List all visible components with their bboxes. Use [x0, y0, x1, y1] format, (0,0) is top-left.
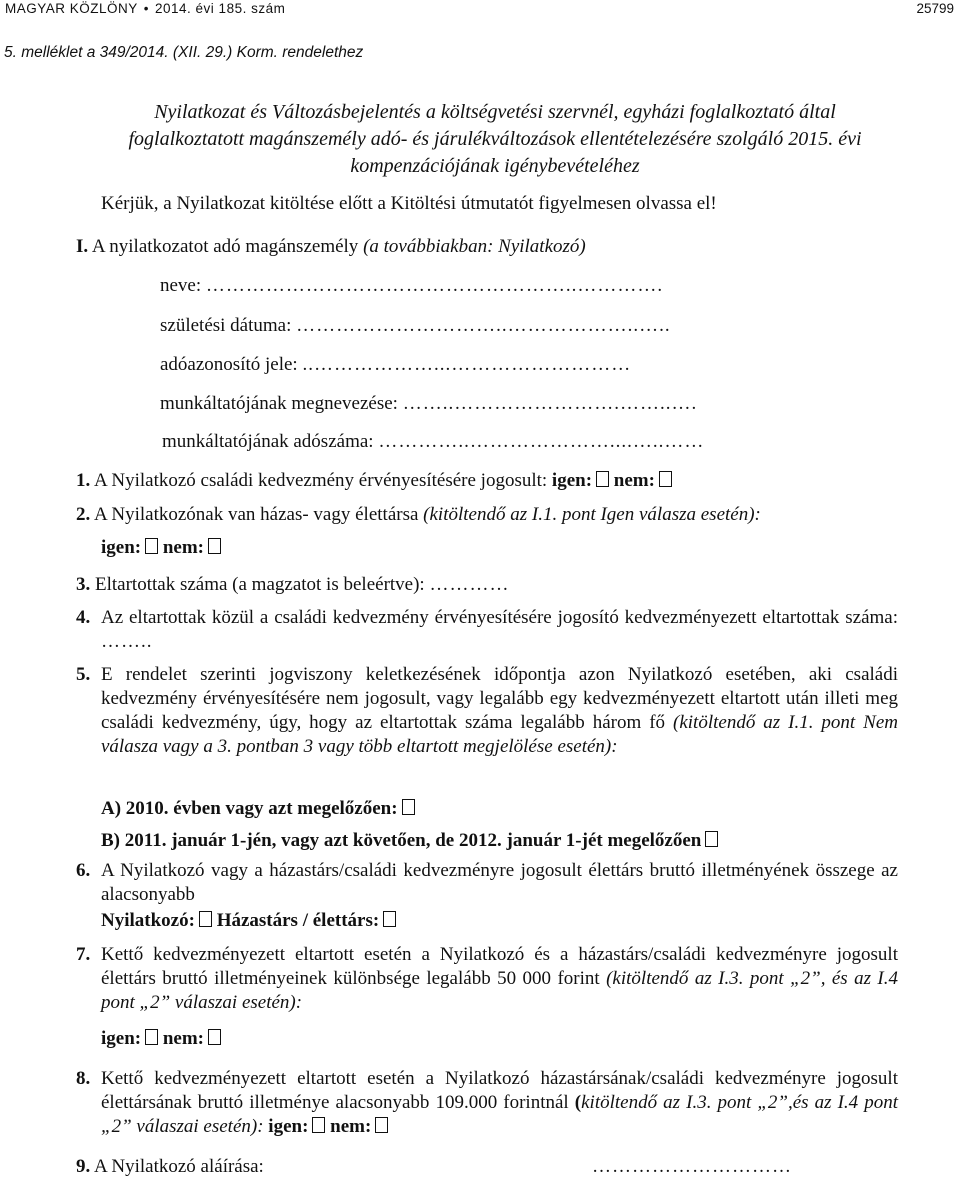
employer-name-dots[interactable]: ……..…………………….……..…. [402, 393, 698, 414]
question-6-text: A Nyilatkozó vagy a házastárs/családi kedvezményre jogosult élettárs bruttó illetményének összege az alacsonyabb [101, 860, 898, 905]
no-checkbox[interactable] [208, 538, 221, 554]
option-a-checkbox[interactable] [402, 799, 415, 815]
name-dots[interactable]: ………………………………………………..…………. [205, 275, 664, 296]
birth-date-dots[interactable]: …………………………..………………..….. [296, 315, 671, 336]
declarant-checkbox[interactable] [199, 911, 212, 927]
question-2-note: (kitöltendő az I.1. pont Igen válasza esetén): [423, 504, 761, 525]
question-5-option-b [101, 829, 718, 853]
question-1-text: A Nyilatkozó családi kedvezmény érvényesítésére jogosult: [93, 470, 548, 491]
question-2-number: 2. [76, 504, 91, 525]
section-italic-note: (a továbbiakban: Nyilatkozó) [363, 236, 586, 257]
yes-label: igen: [268, 1116, 309, 1137]
signature-label: A Nyilatkozó aláírása: [93, 1156, 264, 1177]
no-label: nem: [162, 1028, 205, 1049]
question-5-text: E rendelet szerinti jogviszony keletkezésének időpontja azon Nyilatkozó esetében, aki családi kedvezmény érvényesítésére nem jogosult, vagy legalább egy kedvezményezett eltartott után illeti meg családi kedvezmény, úgy, hogy az eltartottak száma legalább három fő [101, 664, 898, 733]
question-8 [76, 1067, 898, 1139]
form-title: Nyilatkozat és Változásbejelentés a költségvetési szervnél, egyházi foglalkoztató által foglalkoztatott magánszemély adó- és járulékváltozások ellentételezésére szolgáló 2015. évi kompenzációjának igénybevételéhez [128, 101, 862, 177]
name-field[interactable] [160, 274, 663, 298]
page-header [0, 0, 960, 18]
question-7 [76, 943, 898, 1015]
option-b-label: B) 2011. január 1-jén, vagy azt követően, de 2012. január 1-jét megelőzően [101, 830, 702, 851]
birth-date-label: születési dátuma: [160, 315, 292, 336]
no-label: nem: [162, 537, 205, 558]
employer-tax-field[interactable] [162, 430, 704, 454]
question-1-number: 1. [76, 470, 91, 491]
question-6-number: 6. [76, 860, 91, 881]
question-4-dots[interactable]: …….. [101, 631, 153, 652]
tax-id-label: adóazonosító jele: [160, 354, 298, 375]
question-5-note: (kitöltendő az I.1. pont Nem válasza vagy a 3. pontban 3 vagy több eltartott megjelölése esetén): [101, 712, 898, 757]
paren-open: ( [574, 1092, 582, 1113]
tax-id-dots[interactable]: ..………………...……………………… [302, 354, 632, 375]
spouse-checkbox[interactable] [383, 911, 396, 927]
section-number: I. [76, 236, 89, 257]
question-3 [76, 573, 509, 597]
yes-label: igen: [551, 470, 593, 491]
question-8-note: kitöltendő az I.3. pont „2”,és az I.4 pont „2” válaszai esetén): [101, 1092, 898, 1137]
question-2 [76, 503, 761, 527]
issue-number: 2014. évi 185. szám [155, 1, 286, 16]
question-4 [76, 606, 898, 654]
birth-date-field[interactable] [160, 314, 671, 338]
yes-checkbox[interactable] [596, 471, 609, 487]
question-2-text: A Nyilatkozónak van házas- vagy élettársa [93, 504, 419, 525]
question-2-options [101, 536, 221, 560]
employer-tax-label: munkáltatójának adószáma: [162, 431, 374, 452]
section-1-heading [76, 235, 586, 259]
option-a-label: A) 2010. évben vagy azt megelőzően: [101, 798, 398, 819]
question-4-number: 4. [76, 607, 91, 628]
name-label: neve: [160, 275, 202, 296]
no-checkbox[interactable] [375, 1117, 388, 1133]
no-label: nem: [330, 1116, 372, 1137]
question-5-number: 5. [76, 664, 91, 685]
question-4-text: Az eltartottak közül a családi kedvezmény érvényesítésére jogosító kedvezményezett eltartottak száma: [101, 607, 898, 628]
question-8-number: 8. [76, 1068, 91, 1089]
signature-line[interactable]: ………………………… [592, 1156, 792, 1177]
yes-checkbox[interactable] [312, 1117, 325, 1133]
question-6 [76, 859, 898, 907]
employer-name-label: munkáltatójának megnevezése: [160, 393, 398, 414]
declarant-label: Nyilatkozó: [101, 910, 195, 931]
question-1 [76, 469, 672, 493]
option-b-checkbox[interactable] [705, 831, 718, 847]
employer-tax-dots[interactable]: …………..…………………....…..…… [378, 431, 705, 452]
yes-label: igen: [101, 1028, 142, 1049]
section-text: A nyilatkozatot adó magánszemély [91, 236, 359, 257]
no-checkbox[interactable] [208, 1029, 221, 1045]
annex-reference: 5. melléklet a 349/2014. (XII. 29.) Korm. rendelethez [4, 44, 364, 61]
question-3-number: 3. [76, 574, 91, 595]
journal-name: MAGYAR KÖZLÖNY [5, 1, 138, 16]
yes-label: igen: [101, 537, 142, 558]
question-9 [76, 1155, 264, 1179]
yes-checkbox[interactable] [145, 1029, 158, 1045]
question-7-options [101, 1027, 221, 1051]
no-label: nem: [613, 470, 655, 491]
bullet-separator: • [143, 1, 150, 16]
intro-instruction: Kérjük, a Nyilatkozat kitöltése előtt a Kitöltési útmutatót figyelmesen olvassa el! [101, 193, 717, 214]
question-8-text: Kettő kedvezményezett eltartott esetén a Nyilatkozó házastársának/családi kedvezményre jogosult élettársának bruttó illetménye alacsonyabb 109.000 forintnál [101, 1068, 898, 1113]
no-checkbox[interactable] [659, 471, 672, 487]
tax-id-field[interactable] [160, 353, 631, 377]
question-6-options [101, 909, 396, 933]
question-7-number: 7. [76, 944, 91, 965]
yes-checkbox[interactable] [145, 538, 158, 554]
question-3-text: Eltartottak száma (a magzatot is beleértve): [95, 574, 425, 595]
page-number: 25799 [916, 1, 954, 16]
question-3-dots[interactable]: ………… [429, 574, 510, 595]
spouse-label: Házastárs / élettárs: [216, 910, 380, 931]
header-journal [5, 1, 285, 16]
question-7-note: (kitöltendő az I.3. pont „2”, és az I.4 pont „2” válaszai esetén): [101, 968, 898, 1013]
question-7-text: Kettő kedvezményezett eltartott esetén a Nyilatkozó és a házastárs/családi kedvezményre jogosult élettárs bruttó illetményeinek különbsége legalább 50 000 forint [101, 944, 898, 989]
question-9-number: 9. [76, 1156, 91, 1177]
question-5 [76, 663, 898, 759]
employer-name-field[interactable] [160, 392, 697, 416]
question-5-option-a [101, 797, 415, 821]
